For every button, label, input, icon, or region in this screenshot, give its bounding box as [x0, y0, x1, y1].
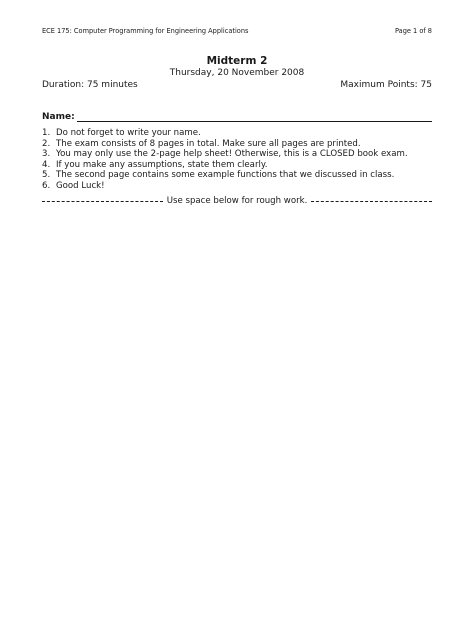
instruction-text: You may only use the 2-page help sheet! Otherwise, this is a CLOSED book exam.: [56, 149, 408, 160]
instruction-item: [42, 139, 408, 150]
rough-work-separator: [42, 195, 432, 207]
instruction-text: Do not forget to write your name.: [56, 128, 201, 138]
name-label: Name:: [42, 112, 75, 122]
instruction-number: 5.: [42, 170, 51, 181]
instruction-text: The second page contains some example functions that we discussed in class.: [56, 170, 395, 181]
instruction-text: Good Luck!: [56, 180, 105, 191]
page-number: Page 1 of 8: [395, 27, 432, 35]
instruction-text: The exam consists of 8 pages in total. Make sure all pages are printed.: [56, 138, 361, 149]
name-blank-line: [77, 112, 432, 122]
instruction-number: 4.: [42, 159, 51, 170]
instruction-text: If you make any assumptions, state them clearly.: [56, 159, 268, 170]
instructions-list: [42, 128, 408, 192]
instruction-item: [42, 181, 408, 192]
name-field-row: [42, 110, 432, 122]
instruction-number: 6.: [42, 180, 51, 191]
separator-dashes-right: [311, 201, 432, 202]
instruction-item: [42, 149, 408, 160]
instruction-number: 3.: [42, 149, 51, 160]
exam-duration: Duration: 75 minutes: [42, 80, 138, 90]
instruction-number: 2.: [42, 138, 51, 149]
instruction-item: [42, 170, 408, 181]
exam-date: Thursday, 20 November 2008: [169, 68, 305, 78]
course-header: ECE 175: Computer Programming for Engineering Applications: [42, 27, 249, 35]
separator-dashes-left: [42, 201, 163, 202]
instruction-number: 1.: [42, 128, 51, 138]
maximum-points: Maximum Points: 75: [340, 80, 432, 90]
exam-title: Midterm 2: [206, 55, 268, 67]
instruction-item: [42, 160, 408, 171]
separator-text: Use space below for rough work.: [166, 196, 308, 206]
instruction-item: [42, 128, 408, 139]
